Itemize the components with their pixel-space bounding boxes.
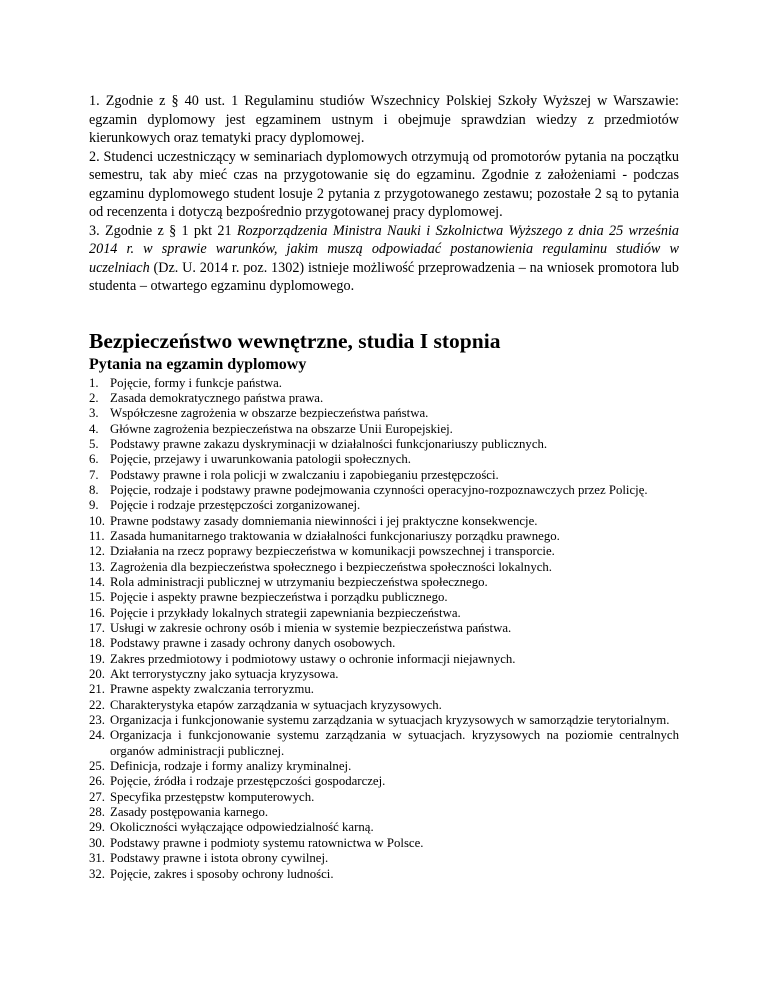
question-number: 26.: [89, 774, 105, 789]
question-text: Pojęcie i przykłady lokalnych strategii zapewniania bezpieczeństwa.: [110, 605, 461, 620]
question-text: Podstawy prawne zakazu dyskryminacji w działalności funkcjonariuszy publicznych.: [110, 436, 548, 451]
question-item: [89, 560, 679, 575]
question-text: Działania na rzecz poprawy bezpieczeństwa w komunikacji powszechnej i transporcie.: [110, 544, 555, 559]
question-text: Rola administracji publicznej w utrzymaniu bezpieczeństwa społecznego.: [110, 574, 488, 589]
question-number: 32.: [89, 866, 105, 881]
question-item: [89, 437, 679, 452]
question-number: 4.: [89, 421, 99, 436]
question-text: Zasada humanitarnego traktowania w działalności funkcjonariuszy porządku prawnego.: [110, 528, 560, 543]
question-text: Pojęcie, źródła i rodzaje przestępczości gospodarczej.: [110, 774, 386, 789]
question-number: 9.: [89, 498, 99, 513]
intro-section: [89, 92, 679, 296]
question-text: Organizacja i funkcjonowanie systemu zarządzania w sytuacjach. kryzysowych na poziomie centralnych organów administracji publicznej.: [110, 728, 679, 758]
question-number: 27.: [89, 789, 105, 804]
question-item: [89, 575, 679, 590]
question-item: [89, 698, 679, 713]
question-item: [89, 529, 679, 544]
question-item: [89, 422, 679, 437]
question-number: 14.: [89, 574, 105, 589]
question-text: Okoliczności wyłączające odpowiedzialność karną.: [110, 820, 374, 835]
question-item: [89, 728, 679, 759]
intro-paragraph-3-end: (Dz. U. 2014 r. poz. 1302) istnieje możliwość przeprowadzenia – na wniosek promotora lub studenta – otwartego egzaminu dyplomowego.: [89, 259, 679, 294]
regulation-title: Rozporządzenia Ministra Nauki i Szkolnictwa Wyższego z dnia 25 września 2014 r. w sprawie warunków, jakim muszą odpowiadać postanowienia regulaminu studiów w uczelniach: [89, 222, 679, 276]
question-number: 6.: [89, 452, 99, 467]
question-text: Prawne podstawy zasady domniemania niewinności i jej praktyczne konsekwencje.: [110, 513, 538, 528]
question-text: Prawne aspekty zwalczania terroryzmu.: [110, 682, 314, 697]
question-item: [89, 636, 679, 651]
question-text: Pojęcie, rodzaje i podstawy prawne podejmowania czynności operacyjno-rozpoznawczych przez Policję.: [110, 482, 648, 497]
question-number: 29.: [89, 820, 105, 835]
question-text: Specyfika przestępstw komputerowych.: [110, 789, 315, 804]
question-number: 25.: [89, 759, 105, 774]
question-text: Podstawy prawne i podmioty systemu ratownictwa w Polsce.: [110, 835, 424, 850]
question-text: Pojęcie, przejawy i uwarunkowania patologii społecznych.: [110, 452, 411, 467]
questions-list: [89, 376, 679, 882]
question-item: [89, 391, 679, 406]
question-number: 21.: [89, 682, 105, 697]
section-subheading: Pytania na egzamin dyplomowy: [89, 355, 307, 373]
question-text: Pojęcie i aspekty prawne bezpieczeństwa i porządku publicznego.: [110, 590, 448, 605]
intro-paragraph-3-start: 3. Zgodnie z § 1 pkt 21: [89, 222, 237, 239]
question-text: Współczesne zagrożenia w obszarze bezpieczeństwa państwa.: [110, 406, 429, 421]
question-item: [89, 713, 679, 728]
question-text: Zagrożenia dla bezpieczeństwa społecznego i bezpieczeństwa społeczności lokalnych.: [110, 559, 552, 574]
question-number: 18.: [89, 636, 105, 651]
question-item: [89, 667, 679, 682]
question-number: 11.: [89, 528, 105, 543]
question-number: 10.: [89, 513, 105, 528]
question-text: Zasada demokratycznego państwa prawa.: [110, 390, 324, 405]
question-text: Pojęcie, formy i funkcje państwa.: [110, 375, 282, 390]
question-item: [89, 590, 679, 605]
question-number: 31.: [89, 851, 105, 866]
question-item: [89, 867, 679, 882]
question-item: [89, 514, 679, 529]
question-text: Organizacja i funkcjonowanie systemu zarządzania w sytuacjach kryzysowych w samorządzie terytorialnym.: [110, 713, 670, 728]
intro-paragraph-3: [89, 222, 679, 296]
question-text: Pojęcie i rodzaje przestępczości zorganizowanej.: [110, 498, 361, 513]
question-item: [89, 406, 679, 421]
question-number: 30.: [89, 835, 105, 850]
question-number: 2.: [89, 390, 99, 405]
question-text: Podstawy prawne i istota obrony cywilnej.: [110, 851, 329, 866]
question-text: Charakterystyka etapów zarządzania w sytuacjach kryzysowych.: [110, 697, 442, 712]
question-item: [89, 682, 679, 697]
question-number: 5.: [89, 436, 99, 451]
question-text: Usługi w zakresie ochrony osób i mienia w systemie bezpieczeństwa państwa.: [110, 621, 512, 635]
question-number: 28.: [89, 805, 105, 820]
document-page: [89, 92, 679, 882]
question-text: Pojęcie, zakres i sposoby ochrony ludności.: [110, 866, 334, 881]
question-number: 19.: [89, 651, 105, 666]
question-item: [89, 498, 679, 513]
question-item: [89, 376, 679, 391]
question-item: [89, 805, 679, 820]
question-item: [89, 836, 679, 851]
question-item: [89, 851, 679, 866]
question-item: [89, 606, 679, 621]
question-item: [89, 652, 679, 667]
question-item: [89, 621, 679, 636]
question-number: 17.: [89, 621, 105, 635]
question-text: Podstawy prawne i rola policji w zwalczaniu i zapobieganiu przestępczości.: [110, 467, 499, 482]
question-number: 20.: [89, 667, 105, 682]
intro-paragraph-2: 2. Studenci uczestniczący w seminariach dyplomowych otrzymują od promotorów pytania na początku semestru, tak aby mieć czas na przygotowanie się do egzaminu. Zgodnie z założeniami - podczas egzaminu dyplomowego student losuje 2 pytania z przygotowanego zestawu; pozostałe 2 są to pytania od recenzenta i dotyczą bezpośrednio przygotowanej pracy dyplomowej.: [89, 148, 679, 220]
section-heading: Bezpieczeństwo wewnętrzne, studia I stopnia: [89, 328, 501, 353]
question-number: 7.: [89, 467, 99, 482]
question-number: 8.: [89, 482, 99, 497]
question-number: 22.: [89, 697, 105, 712]
question-text: Główne zagrożenia bezpieczeństwa na obszarze Unii Europejskiej.: [110, 421, 453, 436]
question-number: 12.: [89, 544, 105, 559]
question-number: 15.: [89, 590, 105, 605]
question-number: 16.: [89, 605, 105, 620]
intro-paragraph-1: 1. Zgodnie z § 40 ust. 1 Regulaminu studiów Wszechnicy Polskiej Szkoły Wyższej w Warszawie: egzamin dyplomowy jest egzaminem ustnym i obejmuje sprawdzian wiedzy z przedmiotów kierunkowych oraz tematyki pracy dyplomowej.: [89, 93, 679, 146]
question-text: Podstawy prawne i zasady ochrony danych osobowych.: [110, 636, 396, 651]
question-text: Akt terrorystyczny jako sytuacja kryzysowa.: [110, 667, 339, 682]
question-number: 23.: [89, 713, 105, 728]
question-item: [89, 544, 679, 559]
question-item: [89, 483, 679, 498]
question-text: Zasady postępowania karnego.: [110, 805, 269, 820]
question-item: [89, 820, 679, 835]
question-item: [89, 452, 679, 467]
question-item: [89, 759, 679, 774]
question-item: [89, 774, 679, 789]
question-text: Definicja, rodzaje i formy analizy kryminalnej.: [110, 759, 352, 774]
question-item: [89, 468, 679, 483]
question-item: [89, 790, 679, 805]
question-number: 24.: [89, 728, 105, 743]
question-text: Zakres przedmiotowy i podmiotowy ustawy o ochronie informacji niejawnych.: [110, 651, 516, 666]
question-number: 3.: [89, 406, 99, 421]
question-number: 13.: [89, 559, 105, 574]
question-number: 1.: [89, 375, 99, 390]
